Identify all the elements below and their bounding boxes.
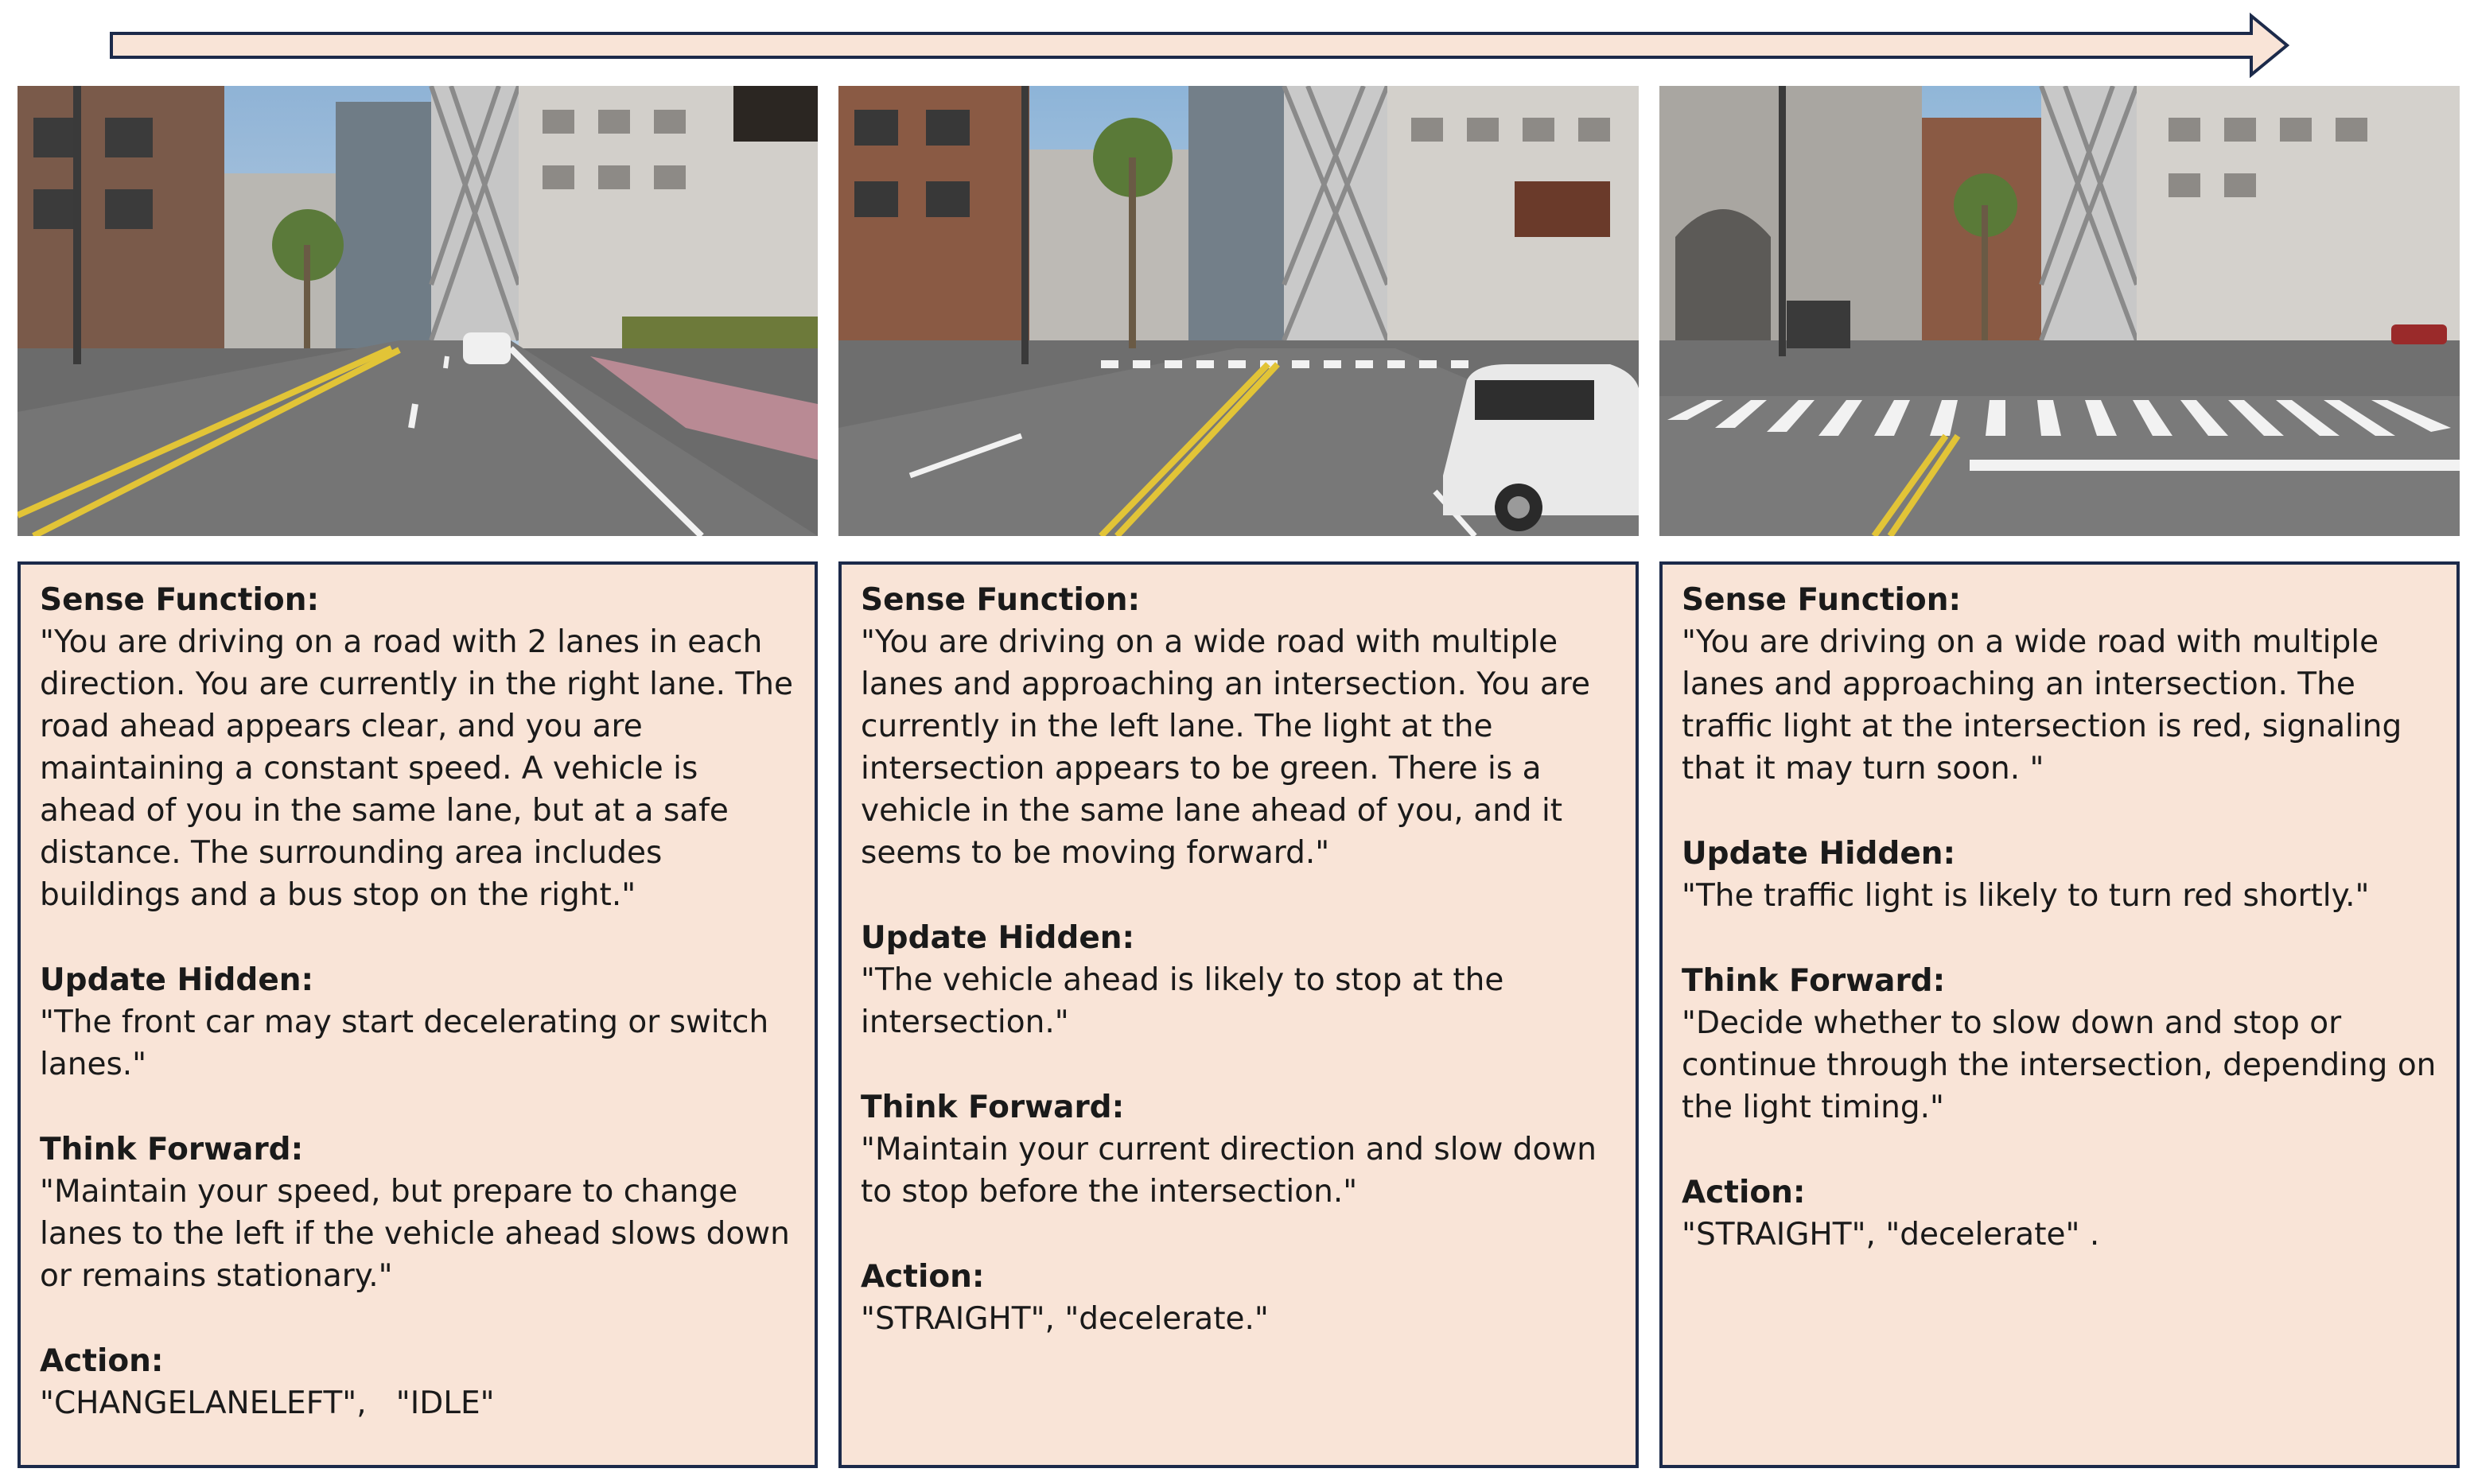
reasoning-panel-3 (1659, 561, 2460, 1468)
sense-function-text: "You are driving on a wide road with multiple lanes and approaching an intersection. The traffic light at the intersection is red, signaling that it may turn soon. " (1682, 624, 2402, 787)
think-forward-text: "Decide whether to slow down and stop or continue through the intersection, depending on the light timing." (1682, 1005, 2437, 1125)
action-label: Action: (861, 1259, 985, 1295)
update-hidden-section (1682, 833, 2439, 917)
sense-function-text: "You are driving on a road with 2 lanes in each direction. You are currently in the right lane. The road ahead appears clear, and you are maintaining a constant speed. A vehicle is ahead of you in the same lane, but at a safe distance. The surrounding area includes buildings and a bus stop on the right." (40, 624, 793, 913)
update-hidden-label: Update Hidden: (1682, 836, 1956, 872)
reasoning-panel-2 (838, 561, 1639, 1468)
think-forward-section (40, 1129, 797, 1297)
think-forward-label: Think Forward: (861, 1090, 1125, 1125)
reasoning-panel-1 (18, 561, 818, 1468)
sense-function-label: Sense Function: (861, 582, 1141, 618)
timeline-arrow-icon (103, 10, 2299, 81)
action-text: "CHANGELANELEFT", "IDLE" (40, 1385, 495, 1421)
crosswalk-intersection-scene-image (1659, 86, 2460, 536)
intersection-with-car-scene-image (838, 86, 1639, 536)
action-text: "STRAIGHT", "decelerate" . (1682, 1217, 2100, 1253)
action-section (1682, 1171, 2439, 1256)
think-forward-section (861, 1086, 1618, 1213)
update-hidden-section (40, 959, 797, 1086)
update-hidden-label: Update Hidden: (861, 920, 1135, 956)
sense-function-section (40, 579, 797, 916)
action-label: Action: (40, 1343, 164, 1379)
sense-function-section (861, 579, 1618, 874)
update-hidden-label: Update Hidden: (40, 962, 314, 998)
think-forward-text: "Maintain your speed, but prepare to change lanes to the left if the vehicle ahead slows down or remains stationary." (40, 1174, 790, 1294)
think-forward-section (1682, 960, 2439, 1129)
sense-function-section (1682, 579, 2439, 790)
update-hidden-section (861, 917, 1618, 1043)
think-forward-text: "Maintain your current direction and slow down to stop before the intersection." (861, 1132, 1597, 1210)
sense-function-label: Sense Function: (1682, 582, 1962, 618)
city-street-scene-image (18, 86, 818, 536)
think-forward-label: Think Forward: (40, 1132, 304, 1167)
update-hidden-text: "The front car may start decelerating or switch lanes." (40, 1004, 769, 1082)
update-hidden-text: "The traffic light is likely to turn red shortly." (1682, 878, 2370, 914)
think-forward-label: Think Forward: (1682, 963, 1946, 999)
sense-function-text: "You are driving on a wide road with multiple lanes and approaching an intersection. You are currently in the left lane. The light at the intersection appears to be green. There is a vehicle in the same lane ahead of you, and it seems to be moving forward." (861, 624, 1590, 871)
action-section (40, 1340, 797, 1424)
action-section (861, 1256, 1618, 1340)
update-hidden-text: "The vehicle ahead is likely to stop at the intersection." (861, 962, 1504, 1040)
sense-function-label: Sense Function: (40, 582, 320, 618)
action-label: Action: (1682, 1175, 1806, 1210)
action-text: "STRAIGHT", "decelerate." (861, 1301, 1269, 1337)
